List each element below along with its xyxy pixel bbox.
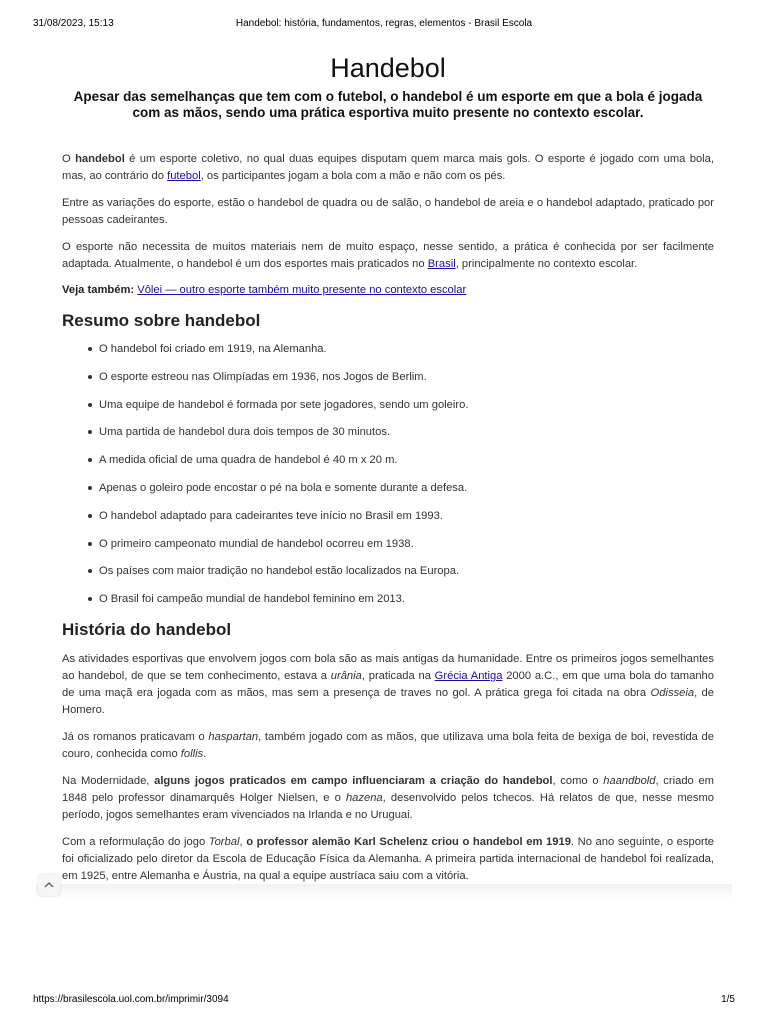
list-item: Uma partida de handebol dura dois tempos de 30 minutos. [99, 424, 714, 452]
list-item: Apenas o goleiro pode encostar o pé na bola e somente durante a defesa. [99, 480, 714, 508]
paragraph-history-3: Na Modernidade, alguns jogos praticados em campo influenciaram a criação do handebol, como o haandbold, criado em 1848 pelo professor dinamarquês Holger Nielsen, e o hazena, desenvolvido pelos tchecos. Há relatos de que, nesse mesmo período, jogos semelhantes eram vivenciados na Irlanda e no Uruguai. [62, 774, 715, 821]
list-item: O handebol foi criado em 1919, na Alemanha. [99, 341, 714, 369]
see-also-label: Veja também: [62, 284, 135, 296]
link-brasil[interactable]: Brasil [427, 258, 456, 270]
list-item: Uma equipe de handebol é formada por sete jogadores, sendo um goleiro. [99, 397, 714, 425]
see-also [62, 282, 714, 299]
list-item: O Brasil foi campeão mundial de handebol feminino em 2013. [99, 591, 714, 619]
chevron-up-icon [43, 879, 55, 891]
paragraph-history-2: Já os romanos praticavam o haspartan, também jogado com as mãos, que utilizava uma bola feita de bexiga de boi, revestida de couro, conhecida como follis. [62, 730, 715, 760]
list-item: A medida oficial de uma quadra de handebol é 40 m x 20 m. [99, 452, 714, 480]
summary-heading: Resumo sobre handebol [62, 311, 261, 330]
article-title: Handebol [330, 53, 446, 83]
print-url: https://brasilescola.uol.com.br/imprimir/3094 [33, 994, 229, 1005]
paragraph-history-4: Com a reformulação do jogo Torbal, o professor alemão Karl Schelenz criou o handebol em 1919. No ano seguinte, o esporte foi oficializado pelo diretor da Escola de Educação Física da Alemanha. A primeira partida internacional de handebol foi realizada, em 1925, entre Alemanha e Áustria, na qual a equipe austríaca saiu com a vitória. [62, 835, 714, 882]
summary-list [62, 341, 714, 619]
article [62, 52, 714, 885]
paragraph-materials: O esporte não necessita de muitos materiais nem de muito espaço, nesse sentido, a prática é conhecida por ser facilmente adaptada. Atualmente, o handebol é um dos esportes mais praticados no Brasil, principalmente no contexto escolar. [62, 241, 714, 270]
link-grecia-antiga[interactable]: Grécia Antiga [434, 669, 503, 682]
article-lead: Apesar das semelhanças que tem com o futebol, o handebol é um esporte em que a bola é jogada com as mãos, sendo uma prática esportiva muito presente no contexto escolar. [73, 89, 703, 120]
list-item: O handebol adaptado para cadeirantes teve início no Brasil em 1993. [99, 508, 714, 536]
print-page-number: 1/5 [721, 994, 735, 1005]
list-item: O primeiro campeonato mundial de handebol ocorreu em 1938. [99, 536, 714, 564]
bold-term: handebol [75, 153, 125, 165]
page-fade [36, 884, 732, 900]
history-heading: História do handebol [62, 619, 232, 639]
paragraph-variations: Entre as variações do esporte, estão o handebol de quadra ou de salão, o handebol de areia e o handebol adaptado, praticado por pessoas cadeirantes. [62, 197, 714, 226]
link-futebol[interactable]: futebol [167, 170, 201, 182]
paragraph-intro: O handebol é um esporte coletivo, no qual duas equipes disputam quem marca mais gols. O esporte é jogado com uma bola, mas, ao contrário do futebol, os participantes jogam a bola com a mão e não com os pés. [62, 153, 714, 182]
scroll-up-button[interactable] [38, 874, 60, 896]
link-volei[interactable]: Vôlei — outro esporte também muito presente no contexto escolar [137, 284, 467, 296]
print-page-title: Handebol: história, fundamentos, regras, elementos - Brasil Escola [235, 18, 533, 29]
print-datetime: 31/08/2023, 15:13 [33, 18, 114, 29]
list-item: O esporte estreou nas Olimpíadas em 1936, nos Jogos de Berlim. [99, 369, 714, 397]
paragraph-history-1: As atividades esportivas que envolvem jogos com bola são as mais antigas da humanidade. Entre os primeiros jogos semelhantes ao handebol, de que se tem conhecimento, estava a urânia, praticada na Grécia Antiga 2000 a.C., em que uma bola do tamanho de uma maçã era jogada com as mãos, mas sem a presença de traves no gol. A prática grega foi citada na obra Odisseia, de Homero. [62, 652, 715, 716]
list-item: Os países com maior tradição no handebol estão localizados na Europa. [99, 563, 714, 591]
